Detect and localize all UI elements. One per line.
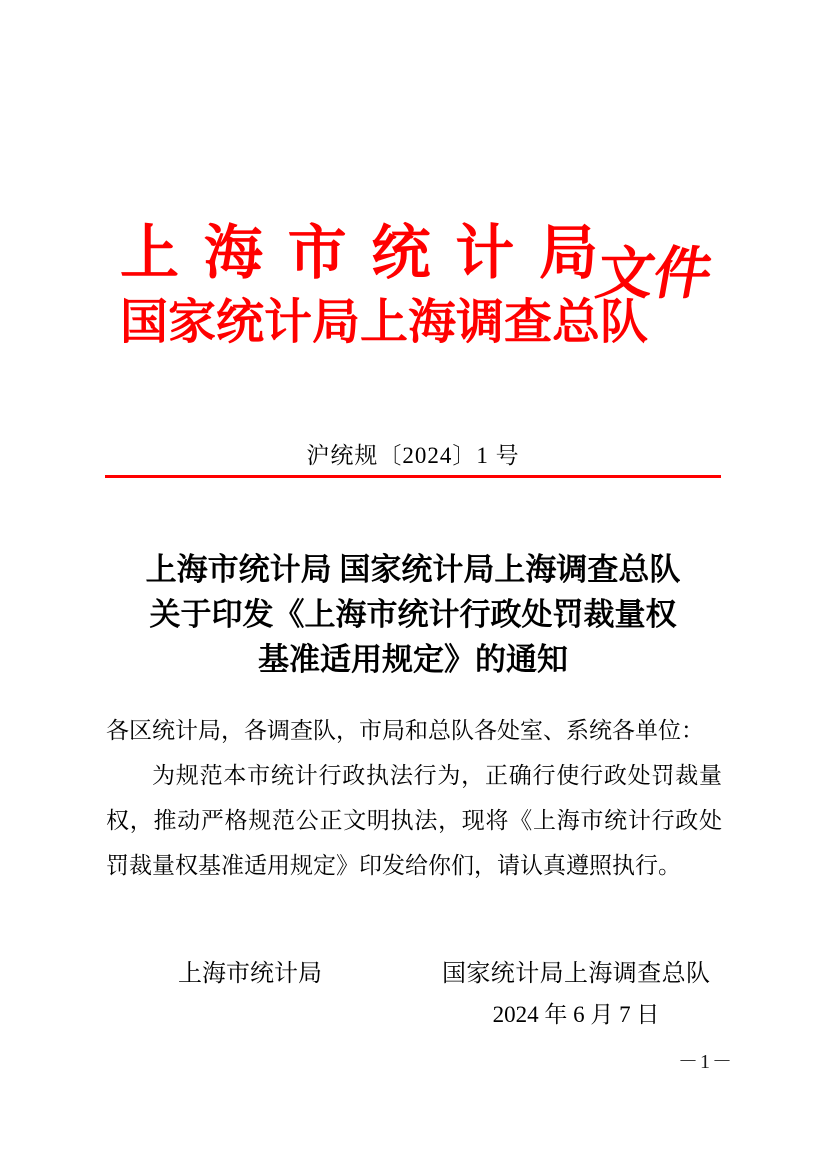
agency-name-line2: 国家统计局上海调查总队 xyxy=(120,296,649,349)
body-paragraph: 为规范本市统计行政执法行为，正确行使行政处罚裁量权，推动严格规范公正文明执法，现将《上海市统计行政处罚裁量权基准适用规定》印发给你们，请认真遵照执行。 xyxy=(106,763,722,878)
salutation: 各区统计局，各调查队，市局和总队各处室、系统各单位： xyxy=(106,718,704,743)
signature-date: 2024 年 6 月 7 日 xyxy=(492,1002,660,1027)
document-title xyxy=(0,547,826,682)
signature-left-agency: 上海市统计局 xyxy=(178,961,322,987)
page-number: －1－ xyxy=(678,1051,734,1073)
document-body xyxy=(106,708,722,888)
red-divider-line xyxy=(105,475,721,478)
document-title-line2: 关于印发《上海市统计行政处罚裁量权 xyxy=(149,597,677,632)
document-title-line1: 上海市统计局 国家统计局上海调查总队 xyxy=(145,552,681,587)
signature-right-agency: 国家统计局上海调查总队 xyxy=(442,961,710,987)
doc-reference-number: 沪统规〔2024〕1 号 xyxy=(306,443,520,468)
agency-name-line1: 上 海 市 统 计 局 xyxy=(120,220,598,286)
doc-type-label: 文件 xyxy=(591,243,717,306)
red-letterhead xyxy=(120,216,649,356)
document-title-line3: 基准适用规定》的通知 xyxy=(258,642,568,677)
